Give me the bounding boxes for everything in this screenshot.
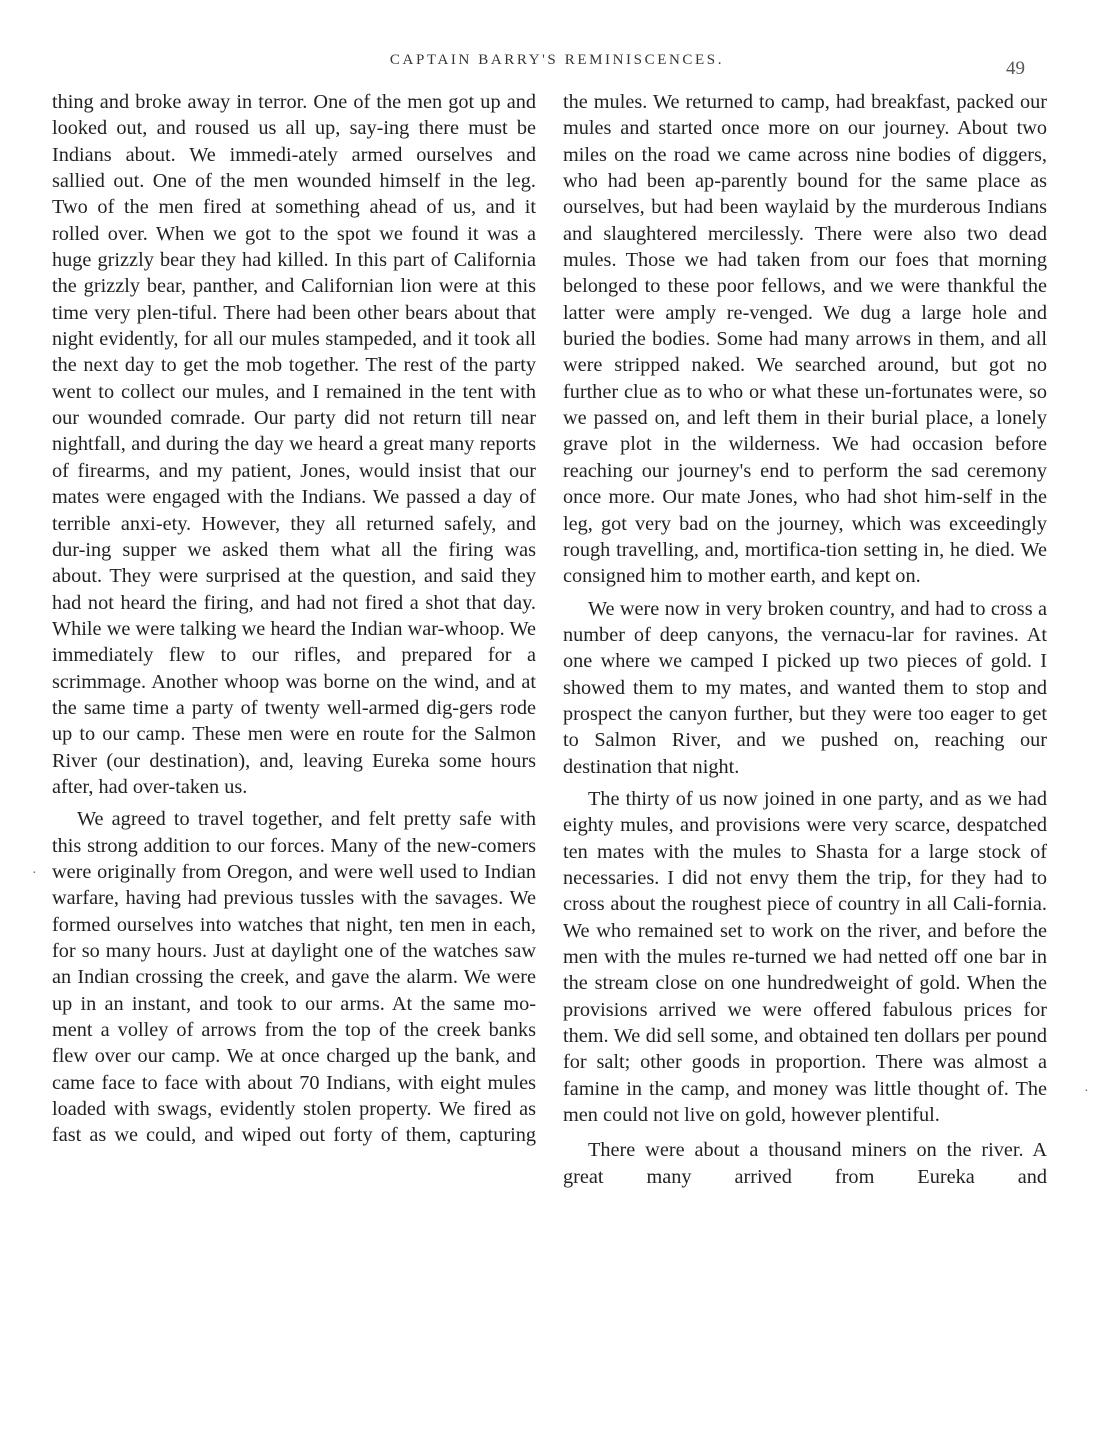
right-column — [563, 89, 1047, 1190]
paragraph: thing and broke away in terror. One of the men got up and looked out, and roused us all up, say-ing there must be Indians about. We immedi-ately armed ourselves and sallied out. One of the men wounded himself in the leg. Two of the men fired at something ahead of us, and it rolled over. When we got to the spot we found it was a huge grizzly bear they had killed. In this part of California the grizzly bear, panther, and Californian lion were at this time very plen-tiful. There had been other bears about that night evidently, for all our mules stampeded, and it took all the next day to get the mob together. The rest of the party went to collect our mules, and I remained in the tent with our wounded comrade. Our party did not return till near nightfall, and during the day we heard a great many reports of firearms, and my patient, Jones, would insist that our mates were engaged with the Indians. We passed a day of terrible anxi-ety. However, they all returned safely, and dur-ing supper we asked them what all the firing was about. They were surprised at the question, and said they had not heard the firing, and had not fired a shot that day. While we were talking we heard the Indian war-whoop. We immediately flew to our rifles, and prepared for a scrimmage. Another whoop was borne on the wind, and at the same time a party of twenty well-armed dig-gers rode up to our camp. These men were en route for the Salmon River (our destination), and, leaving Eureka some hours after, had over-taken us. — [52, 91, 536, 798]
paragraph: There were about a thousand miners on the river. A great many arrived from Eureka and — [563, 1139, 1047, 1188]
paragraph: We agreed to travel together, and felt pretty safe with this strong addition to our forces. Many of the new-comers were originally from Oregon, and were well used to Indian warfare, having had previous tussles with the savages. We formed ourselves into watches that night, ten men in each, for so many hours. Just at daylight one of the watches saw an Indian crossing the creek, and gave the alarm. We were up in an instant, and took to our arms. At the same mo-ment a volley of arrows from the top of the creek banks flew over our camp. We at once charged up the bank, and came face to face with about 70 Indians, with eight mules loaded with swags, evidently stolen property. We fired as fast as we could, and wiped out forty of them, capturing — [52, 808, 536, 1147]
paragraph: We were now in very broken country, and had to cross a number of deep canyons, the vernacu-lar for ravines. At one where we camped I picked up two pieces of gold. I showed them to my mates, and wanted them to stop and prospect the canyon further, but they were too eager to get to Salmon River, and we pushed on, reaching our destination that night. — [563, 597, 1047, 778]
left-column — [52, 89, 536, 1149]
paragraph: The thirty of us now joined in one party, and as we had eighty mules, and provisions were very scarce, despatched ten mates with the mules to Shasta for a large stock of necessaries. I did not envy them the trip, for they had to cross about the roughest piece of country in all Cali-fornia. We who remained set to work on the river, and before the men with the mules re-turned we had netted off one bar in the stream close on one hundredweight of gold. When the provisions arrived we were offered fabulous prices for them. We did sell some, and obtained ten dollars per pound for salt; other goods in proportion. There was almost a famine in the camp, and money was little thought of. The men could not live on gold, however plentiful. — [563, 787, 1047, 1127]
page-number: 49 — [1006, 58, 1025, 79]
paragraph: the mules. We returned to camp, had breakfast, packed our mules and started once more on our journey. About two miles on the road we came across nine bodies of diggers, who had been ap-parently bound for the same place as ourselves, but had been waylaid by the murderous Indians and slaughtered mercilessly. There were also two dead mules. Those we had taken from our foes that morning belonged to these poor fellows, and we were thankful the latter were amply re-venged. We dug a large hole and buried the bodies. Some had many arrows in them, and all were stripped naked. We searched around, but got no further clue as to who or what these un-fortunates were, so we passed on, and left them in their burial place, a lonely grave plot in the wilderness. We had occasion before reaching our journey's end to perform the sad ceremony once more. Our mate Jones, who had shot him-self in the leg, got very bad on the journey, which was exceedingly rough travelling, and, mortifica-tion setting in, he died. We consigned him to mother earth, and kept on. — [563, 91, 1047, 588]
print-speck: · — [32, 866, 37, 881]
running-head: CAPTAIN BARRY'S REMINISCENCES. — [389, 52, 725, 68]
print-speck: · — [1084, 1084, 1089, 1099]
